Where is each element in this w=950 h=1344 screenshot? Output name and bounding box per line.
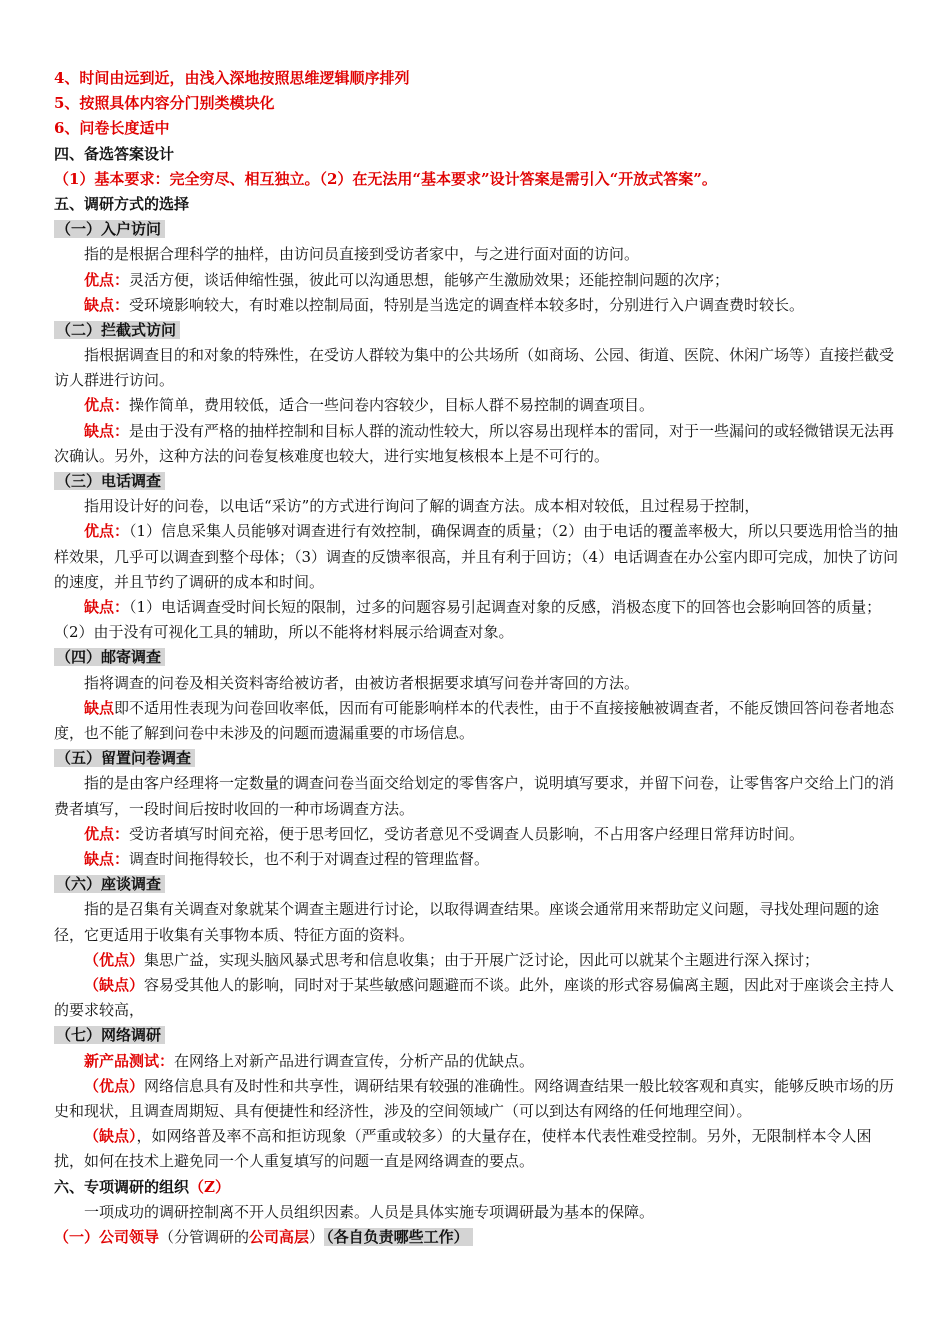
- new-product-text: 在网络上对新产品进行调查宣传，分析产品的优缺点。: [174, 1051, 535, 1070]
- subsection-title: （三）电话调查: [54, 472, 165, 490]
- paragraph: 指的是根据合理科学的抽样，由访问员直接到受访者家中，与之进行面对面的访问。: [84, 245, 640, 264]
- cons-label: 缺点：: [84, 421, 130, 440]
- cons-line: [54, 1124, 900, 1174]
- subsection-title: （五）留置问卷调查: [54, 749, 195, 767]
- pros-text: 操作简单，费用较低，适合一些问卷内容较少，目标人群不易控制的调查项目。: [129, 396, 655, 415]
- pros-label: （优点）: [84, 1076, 145, 1095]
- paragraph: 指的是由客户经理将一定数量的调查问卷当面交给划定的零售客户，说明填写要求，并留下问卷，让零售客户交给上门的消费者填写，一段时间后按时收回的一种市场调查方法。: [54, 774, 895, 818]
- pros-text: 灵活方便，谈话伸缩性强，彼此可以沟通思想，能够产生激励效果；还能控制问题的次序；: [129, 270, 730, 289]
- pros-label: 优点：: [84, 270, 130, 289]
- pros-line: [54, 822, 900, 847]
- cons-line: [54, 595, 900, 645]
- pros-line: [54, 1074, 900, 1124]
- cons-text: 即不适用性表现为问卷回收率低，因而有可能影响样本的代表性，由于不直接接触被调查者，不能反馈回答问卷者地态度，也不能了解到问卷中未涉及的问题而遗漏重要的市场信息。: [54, 698, 895, 743]
- requirement-line: （1）基本要求：完全穷尽、相互独立。（2）在无法用“基本要求”设计答案是需引入“开放式答案”。: [54, 169, 717, 188]
- pros-label: 优点：: [84, 522, 130, 541]
- list-item: 4、时间由远到近，由浅入深地按照思维逻辑顺序排列: [54, 69, 410, 87]
- document-page: [54, 66, 900, 1250]
- list-item: 5、按照具体内容分门别类模块化: [54, 94, 275, 113]
- cons-line: [54, 973, 900, 1023]
- cons-label: 缺点：: [84, 295, 130, 314]
- cons-label: （缺点）: [84, 1127, 137, 1146]
- paragraph: 一项成功的调研控制离不开人员组织因素。人员是具体实施专项调研最为基本的保障。: [84, 1202, 655, 1221]
- section-heading: [54, 1175, 900, 1200]
- subsection-paren-close: ）: [309, 1227, 325, 1246]
- cons-label: 缺点：: [84, 598, 130, 617]
- cons-text: 是由于没有严格的抽样控制和目标人群的流动性较大，所以容易出现样本的雷同，对于一些漏问的或轻微错误无法再次确认。另外，这种方法的问卷复核难度也较大，进行实地复核根本上是不可行的。: [54, 421, 895, 465]
- paragraph: 指将调查的问卷及相关资料寄给被访者，由被访者根据要求填写问卷并寄回的方法。: [84, 673, 640, 692]
- pros-label: （优点）: [84, 950, 145, 969]
- paragraph: 指根据调查目的和对象的特殊性，在受访人群较为集中的公共场所（如商场、公园、街道、医院、休闲广场等）直接拦截受访人群进行访问。: [54, 346, 895, 390]
- pros-line: [54, 519, 900, 595]
- subsection-highlight: （各自负责哪些工作）: [324, 1228, 473, 1246]
- pros-line: [54, 948, 900, 973]
- pros-label: 优点：: [84, 824, 130, 843]
- subsection-title: （二）拦截式访问: [54, 321, 180, 339]
- subsection-title: （七）网络调研: [54, 1026, 165, 1044]
- subsection-paren-open: （分管调研的: [159, 1227, 250, 1246]
- pros-label: 优点：: [84, 396, 130, 415]
- cons-text: 容易受其他人的影响，同时对于某些敏感问题避而不谈。此外，座谈的形式容易偏离主题，因此对于座谈会主持人的要求较高，: [54, 975, 895, 1020]
- subsection-line: [54, 1225, 900, 1250]
- section-heading-tag: （Z）: [189, 1177, 230, 1196]
- cons-line: [54, 696, 900, 746]
- subsection-title: （六）座谈调查: [54, 875, 165, 893]
- pros-text: 受访者填写时间充裕，便于思考回忆，受访者意见不受调查人员影响，不占用客户经理日常拜访时间。: [129, 824, 805, 843]
- cons-text: ，如网络普及率不高和拒访现象（严重或较多）的大量存在，使样本代表性难受控制。另外，无限制样本令人困扰，如何在技术上避免同一个人重复填写的问题一直是网络调查的要点。: [54, 1127, 872, 1171]
- cons-text: 受环境影响较大，有时难以控制局面，特别是当选定的调查样本较多时，分别进行入户调查费时较长。: [129, 295, 805, 314]
- subsection-emphasis: 公司高层: [249, 1227, 310, 1246]
- pros-text: （1）信息采集人员能够对调查进行有效控制，确保调查的质量；（2）由于电话的覆盖率极大，所以只要选用恰当的抽样效果，几乎可以调查到整个母体；（3）调查的反馈率很高，并且有利于回访；（4）电话调查在办公室内即可完成，加快了访问的速度，并且节约了调研的成本和时间。: [54, 522, 899, 591]
- new-product-line: [54, 1049, 900, 1074]
- cons-line: [54, 847, 900, 872]
- new-product-label: 新产品测试：: [84, 1051, 175, 1070]
- pros-line: [54, 268, 900, 293]
- cons-text: （1）电话调查受时间长短的限制，过多的问题容易引起调查对象的反感，消极态度下的回答也会影响回答的质量；（2）由于没有可视化工具的辅助，所以不能将材料展示给调查对象。: [54, 598, 882, 642]
- section-heading: 四、备选答案设计: [54, 144, 175, 163]
- cons-label: （缺点）: [84, 975, 145, 994]
- pros-line: [54, 393, 900, 418]
- section-heading: 五、调研方式的选择: [54, 194, 190, 213]
- paragraph: 指的是召集有关调查对象就某个调查主题进行讨论，以取得调查结果。座谈会通常用来帮助定义问题，寻找处理问题的途径，它更适用于收集有关事物本质、特征方面的资料。: [54, 900, 880, 944]
- subsection-title: （四）邮寄调查: [54, 648, 165, 666]
- pros-text: 网络信息具有及时性和共享性，调研结果有较强的准确性。网络调查结果一般比较客观和真实，能够反映市场的历史和现状，且调查周期短、具有便捷性和经济性，涉及的空间领域广（可以到达有网络的任何地理空间）。: [54, 1076, 895, 1120]
- subsection-label: （一）公司领导: [54, 1227, 160, 1246]
- paragraph: 指用设计好的问卷，以电话“采访”的方式进行询问了解的调查方法。成本相对较低，且过程易于控制，: [84, 497, 760, 516]
- cons-text: 调查时间拖得较长，也不利于对调查过程的管理监督。: [129, 850, 490, 869]
- cons-label: 缺点: [84, 698, 115, 717]
- list-item: 6、问卷长度适中: [54, 119, 170, 138]
- cons-line: [54, 293, 900, 318]
- cons-label: 缺点：: [84, 850, 130, 869]
- pros-text: 集思广益，实现头脑风暴式思考和信息收集；由于开展广泛讨论，因此可以就某个主题进行深入探讨；: [144, 950, 820, 969]
- section-heading-text: 六、专项调研的组织: [54, 1177, 190, 1196]
- cons-line: [54, 419, 900, 469]
- subsection-title: （一）入户访问: [54, 220, 165, 238]
